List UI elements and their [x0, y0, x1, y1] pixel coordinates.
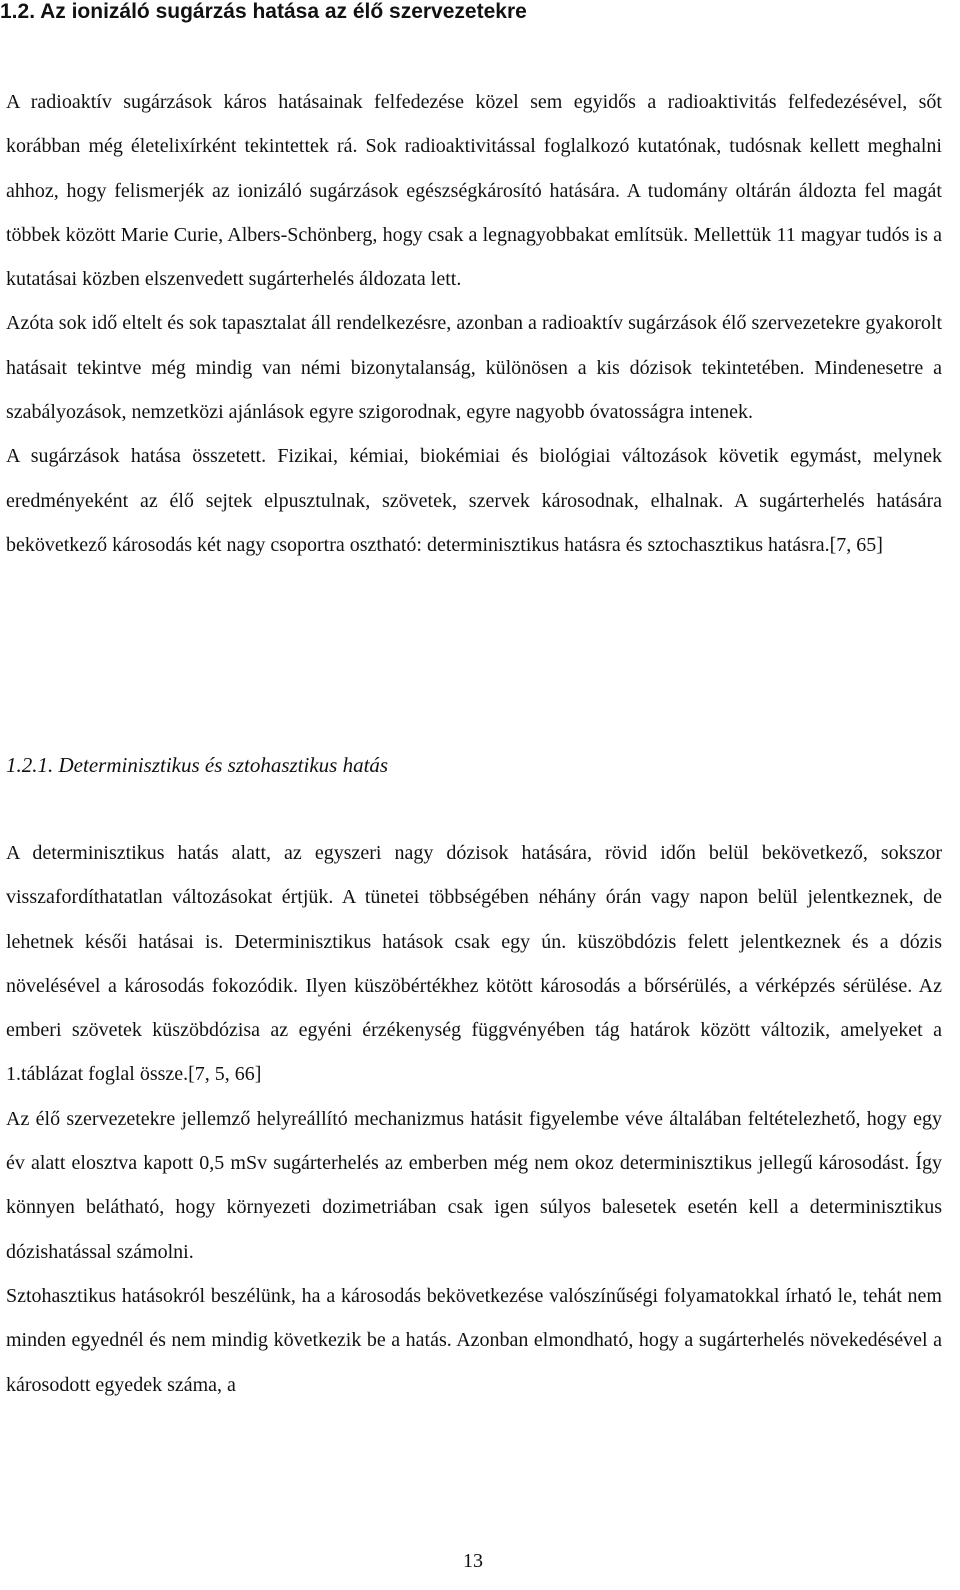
subsection-body — [6, 831, 942, 1407]
paragraph: Sztohasztikus hatásokról beszélünk, ha a károsodás bekövetkezése valószínűségi folyamatokkal írható le, tehát nem minden egyednél és nem mindig következik be a hatás. Azonban elmondható, hogy a sugárterhelés növekedésével a károsodott egyedek száma, a — [6, 1284, 942, 1396]
paragraph: A determinisztikus hatás alatt, az egyszeri nagy dózisok hatására, rövid időn belül bekövetkező, sokszor visszafordíthatatlan változásokat értjük. A tünetei többségében néhány órán vagy napon belül jelentkeznek, de lehetnek késői hatásai is. Determinisztikus hatások csak egy ún. küszöbdózis felett jelentkeznek és a dózis növelésével a károsodás fokozódik. Ilyen küszöbértékhez kötött károsodás a bőrsérülés, a vérképzés sérülése. Az emberi szövetek küszöbdózisa az egyéni érzékenység függvényében tág határok között változik, amelyeket a 1.táblázat foglal össze.[7, 5, 66] — [6, 842, 942, 1086]
subsection-heading: 1.2.1. Determinisztikus és sztohasztikus hatás — [6, 753, 389, 777]
paragraph: Azóta sok idő eltelt és sok tapasztalat áll rendelkezésre, azonban a radioaktív sugárzások élő szervezetekre gyakorolt hatásait tekintve még mindig van némi bizonytalanság, különösen a kis dózisok tekintetében. Mindenesetre a szabályozások, nemzetközi ajánlások egyre szigorodnak, egyre nagyobb óvatosságra intenek. — [6, 312, 942, 424]
paragraph: A radioaktív sugárzások káros hatásainak felfedezése közel sem egyidős a radioaktivitás felfedezésével, sőt korábban még életelixírként tekintettek rá. Sok radioaktivitással foglalkozó kutatónak, tudósnak kellett meghalni ahhoz, hogy felismerjék az ionizáló sugárzások egészségkárosító hatására. A tudomány oltárán áldozta fel magát többek között Marie Curie, Albers-Schönberg, hogy csak a legnagyobbakat említsük. Mellettük 11 magyar tudós is a kutatásai közben elszenvedett sugárterhelés áldozata lett. — [6, 91, 942, 291]
page-number: 13 — [463, 1550, 483, 1572]
section-body — [6, 80, 942, 567]
paragraph: A sugárzások hatása összetett. Fizikai, kémiai, biokémiai és biológiai változások követik egymást, melynek eredményeként az élő sejtek elpusztulnak, szövetek, szervek károsodnak, elhalnak. A sugárterhelés hatására bekövetkező károsodás két nagy csoportra osztható: determinisztikus hatásra és sztochasztikus hatásra.[7, 65] — [6, 445, 942, 556]
paragraph: Az élő szervezetekre jellemző helyreállító mechanizmus hatásit figyelembe véve általában feltételezhető, hogy egy év alatt elosztva kapott 0,5 mSv sugárterhelés az emberben még nem okoz determinisztikus jellegű károsodást. Így könnyen belátható, hogy környezeti dozimetriában csak igen súlyos balesetek esetén kell a determinisztikus dózishatással számolni. — [6, 1107, 942, 1263]
section-heading: 1.2. Az ionizáló sugárzás hatása az élő szervezetekre — [0, 0, 527, 23]
